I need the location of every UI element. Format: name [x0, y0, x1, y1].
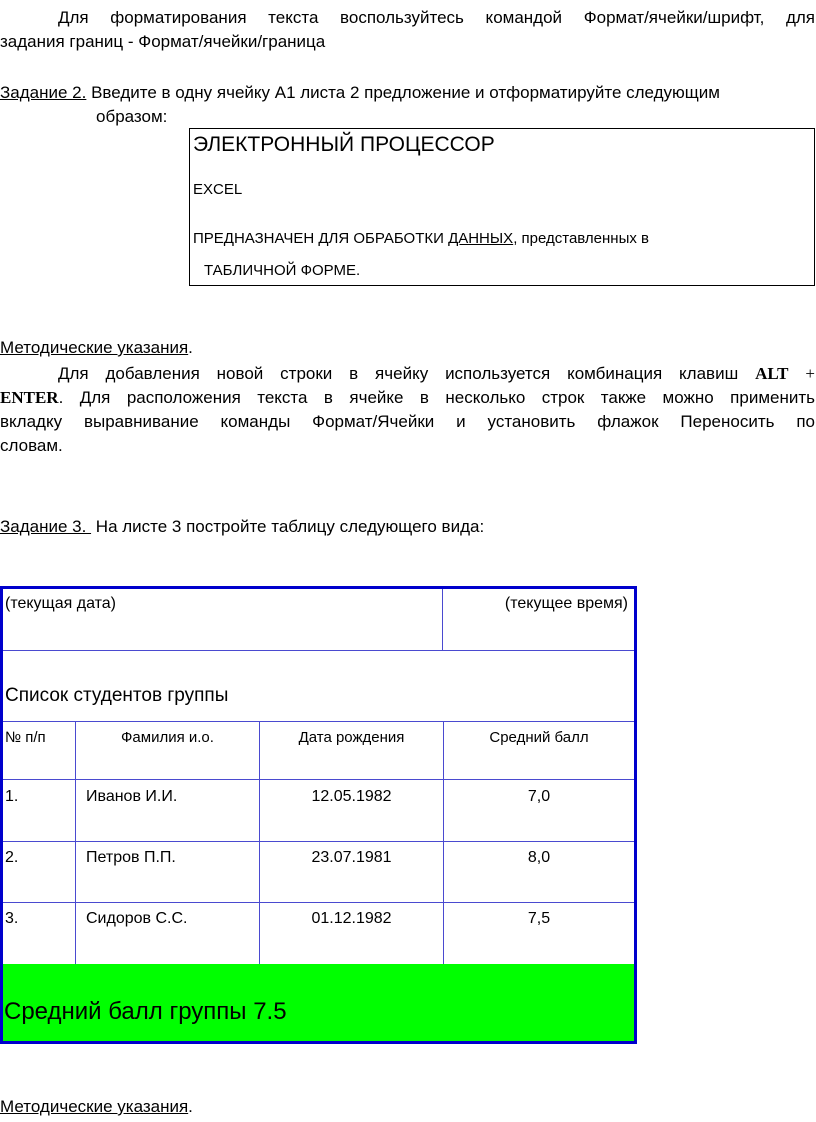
task2-line	[0, 81, 815, 105]
row1-number: 1.	[5, 788, 19, 805]
table-list-title: Список студентов группы	[5, 685, 229, 706]
table-line-after-row2	[3, 902, 634, 903]
guide1-heading-dot: .	[188, 338, 193, 357]
guide2-heading	[0, 1095, 193, 1119]
task2-label: Задание 2.	[0, 83, 87, 102]
header-name: Фамилия и.о.	[121, 729, 214, 746]
row2-birthdate: 23.07.1981	[311, 849, 392, 866]
header-avg-score: Средний балл	[489, 729, 589, 746]
task2-line-2: образом:	[96, 107, 168, 126]
table-line-after-header	[3, 650, 634, 651]
task3-text: На листе 3 постройте таблицу следующего вида:	[91, 517, 485, 536]
header-birthdate: Дата рождения	[298, 729, 405, 746]
row1-name: Иванов И.И.	[86, 788, 178, 805]
guide1-key-enter: ENTER	[0, 388, 59, 407]
row2-avg-score: 8,0	[527, 849, 551, 866]
row2-name: Петров П.П.	[86, 849, 176, 866]
row3-birthdate: 01.12.1982	[311, 910, 392, 927]
guide1-line-4: словам.	[0, 436, 63, 455]
group-average-text: Средний балл группы 7.5	[4, 998, 287, 1025]
task3-line	[0, 515, 484, 539]
guide2-heading-text: Методические указания	[0, 1097, 189, 1116]
intro-line-1: Для форматирования текста воспользуйтесь командой Формат/ячейки/шрифт, для	[58, 8, 815, 27]
row3-number: 3.	[5, 910, 19, 927]
guide1-plus: +	[805, 364, 815, 383]
row3-avg-score: 7,5	[527, 910, 551, 927]
table-col-divider-1	[75, 721, 76, 964]
row3-name: Сидоров С.С.	[86, 910, 188, 927]
example-line-3-part1: ПРЕДНАЗНАЧЕН ДЛЯ ОБРАБОТКИ	[193, 230, 449, 247]
current-date-cell: (текущая дата)	[5, 595, 116, 612]
example-line-4: ТАБЛИЧНОЙ ФОРМЕ.	[204, 262, 361, 279]
current-time-cell: (текущее время)	[504, 595, 628, 612]
example-title: ЭЛЕКТРОННЫЙ ПРОЦЕССОР	[193, 133, 495, 156]
guide1-key-alt: ALT	[755, 364, 789, 383]
example-line-3-underlined: ДАННЫХ	[448, 230, 514, 247]
example-excel: EXCEL	[193, 181, 243, 198]
guide1-line-2-text: . Для расположения текста в ячейке в несколько строк также можно применить	[58, 388, 815, 407]
task2-text: Введите в одну ячейку А1 листа 2 предложение и отформатируйте следующим	[86, 83, 720, 102]
example-line-3-part2: , представленных в	[513, 230, 650, 247]
header-number: № п/п	[5, 729, 46, 746]
table-line-after-row1	[3, 841, 634, 842]
guide1-line-1	[0, 362, 815, 386]
guide1-heading-text: Методические указания	[0, 338, 189, 357]
row2-number: 2.	[5, 849, 19, 866]
row1-birthdate: 12.05.1982	[311, 788, 392, 805]
table-line-after-colheaders	[3, 779, 634, 780]
row1-avg-score: 7,0	[527, 788, 551, 805]
table-line-after-title	[3, 721, 634, 722]
task3-label: Задание 3.	[0, 517, 92, 536]
table-divider-date-time	[442, 589, 443, 650]
guide1-line-3: вкладку выравнивание команды Формат/Ячейки и установить флажок Переносить по	[0, 412, 815, 431]
guide1-line-1-text: Для добавления новой строки в ячейку используется комбинация клавиш	[58, 364, 739, 383]
guide2-heading-dot: .	[188, 1097, 193, 1116]
intro-line-2: задания границ - Формат/ячейки/граница	[0, 32, 326, 51]
guide1-heading	[0, 336, 193, 360]
example-line-3	[193, 230, 649, 247]
guide1-line-2	[0, 386, 815, 410]
